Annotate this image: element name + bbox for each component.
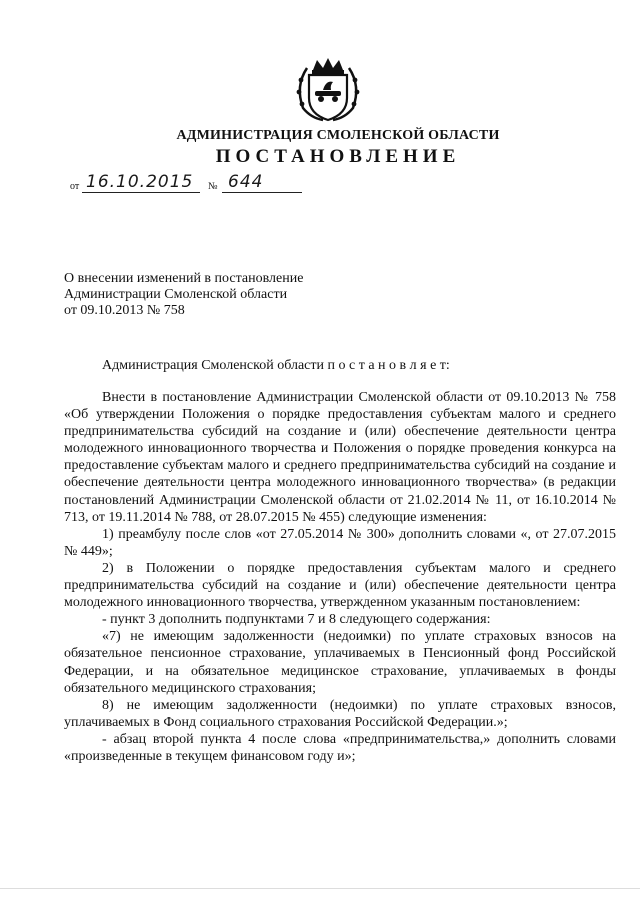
preamble-text: Администрация Смоленской области [102,358,325,373]
preamble [102,358,450,374]
body-paragraph: 1) преамбулу после слов «от 27.05.2014 № 300» дополнить словами «, от 27.07.2015 № 449»; [64,526,616,559]
organization-title: АДМИНИСТРАЦИЯ СМОЛЕНСКОЙ ОБЛАСТИ [176,128,500,143]
subject-line: Администрации Смоленской области [64,287,288,302]
handwritten-number: 644 [228,172,264,192]
handwritten-date: 16.10.2015 [86,172,194,192]
coat-of-arms-emblem [293,56,363,122]
document-type-title: ПОСТАНОВЛЕНИЕ [215,146,461,167]
body-paragraph: Внести в постановление Администрации Смоленской области от 09.10.2013 № 758 «Об утверждении Положения о порядке предоставления субъектам малого и среднего предпринимательства субсидий на создание и (или) обеспечение деятельности центра молодежного инновационного творчества и Положения о порядке проведения конкурса на предоставление субъектам малого и среднего предпринимательства субсидий на создание и обеспечение деятельности центра молодежного инновационного творчества» (в редакции постановлений Администрации Смоленской области от 21.02.2014 № 11, от 16.10.2014 № 713, от 19.11.2014 № 788, от 28.07.2015 № 455) следующие изменения: [64,390,616,525]
preamble-decision: п о с т а н о в л я е т: [327,358,450,373]
number-underline [222,192,302,193]
document-body [64,389,616,765]
body-paragraph: 8) не имеющим задолженности (недоимки) по уплате страховых взносов, уплачиваемых в Фонд социального страхования Российской Федерации.»; [64,697,616,730]
body-paragraph: 2) в Положении о порядке предоставления субъектам малого и среднего предпринимательства субсидий на создание и (или) обеспечение деятельности центра молодежного инновационного творчества, утвержденном указанным постановлением: [64,560,616,611]
document-subject [64,271,334,319]
subject-line: от 09.10.2013 № 758 [64,303,185,318]
body-paragraph: - пункт 3 дополнить подпунктами 7 и 8 следующего содержания: [102,612,491,628]
date-underline [82,192,200,193]
page-bottom-divider [0,888,640,889]
number-prefix: № [208,181,218,192]
date-prefix: от [70,181,80,192]
body-paragraph: - абзац второй пункта 4 после слова «предпринимательства,» дополнить словами «произведенные в текущем финансовом году и»; [64,731,616,764]
subject-line: О внесении изменений в постановление [64,271,304,286]
date-number-line [70,172,330,194]
body-paragraph: «7) не имеющим задолженности (недоимки) по уплате страховых взносов на обязательное пенсионное страхование, уплачиваемых в Пенсионный фонд Российской Федерации, и на обязательное медицинское страхование, уплачиваемых в фонды обязательного медицинского страхования; [64,629,616,696]
